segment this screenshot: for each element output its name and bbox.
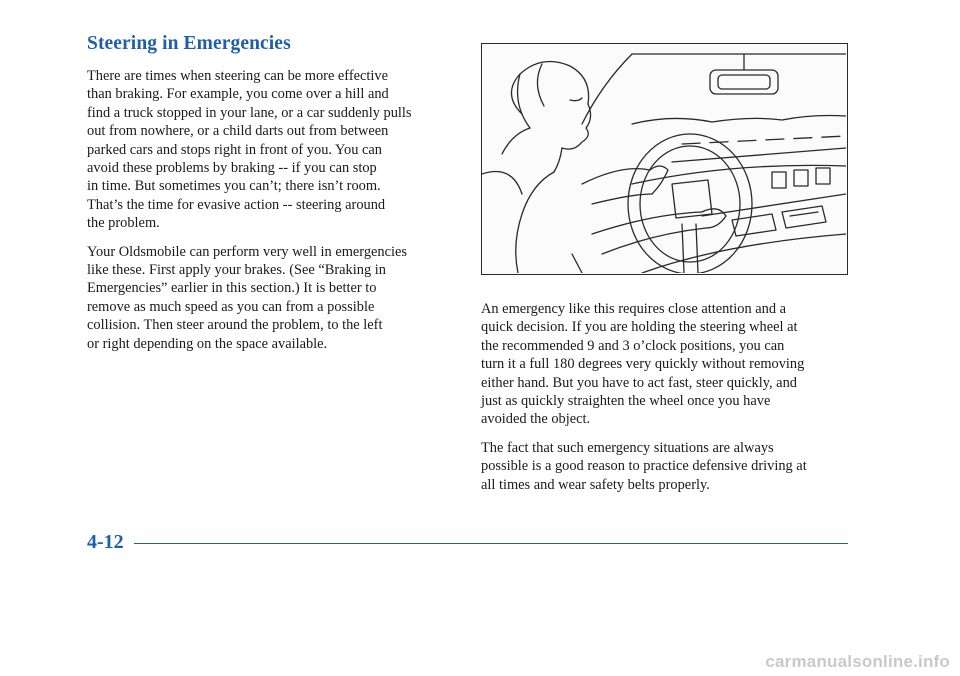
driver-steering-icon <box>482 44 846 273</box>
text-line: or right depending on the space available. <box>87 335 328 352</box>
text-line: remove as much speed as you can from a possible <box>87 298 375 315</box>
text-line: An emergency like this requires close attention and a <box>481 301 787 317</box>
right-paragraph-2 <box>481 439 861 494</box>
text-line: just as quickly straighten the wheel once you have <box>481 393 771 410</box>
text-line: possible is a good reason to practice defensive driving at <box>481 458 807 475</box>
text-line: like these. First apply your brakes. (See “Braking in <box>87 262 386 279</box>
text-line: avoid these problems by braking -- if you can stop <box>87 160 377 177</box>
text-line: parked cars and stops right in front of you. You can <box>87 141 382 158</box>
text-line: Your Oldsmobile can perform very well in emergencies <box>87 243 407 260</box>
text-line: the problem. <box>87 215 160 232</box>
text-line: collision. Then steer around the problem, to the left <box>87 317 383 334</box>
text-line: all times and wear safety belts properly. <box>481 476 710 493</box>
text-line: either hand. But you have to act fast, steer quickly, and <box>481 374 797 391</box>
text-line: the recommended 9 and 3 o’clock positions, you can <box>481 337 785 354</box>
text-line: in time. But sometimes you can’t; there isn’t room. <box>87 178 381 195</box>
text-line: There are times when steering can be more effective <box>87 68 388 84</box>
text-line: than braking. For example, you come over a hill and <box>87 86 389 103</box>
text-line: turn it a full 180 degrees very quickly without removing <box>481 356 805 373</box>
left-paragraph-2 <box>87 243 447 353</box>
text-line: That’s the time for evasive action -- steering around <box>87 196 386 213</box>
text-line: out from nowhere, or a child darts out from between <box>87 123 389 140</box>
left-paragraph-1 <box>87 67 447 233</box>
driver-steering-illustration <box>481 43 848 275</box>
text-line: find a truck stopped in your lane, or a car suddenly pulls <box>87 104 412 121</box>
text-line: The fact that such emergency situations are always <box>481 439 774 456</box>
section-heading: Steering in Emergencies <box>87 33 291 54</box>
text-line: quick decision. If you are holding the steering wheel at <box>481 319 798 336</box>
watermark-text[interactable]: carmanualsonline.info <box>765 652 950 671</box>
text-line: Emergencies” earlier in this section.) It is better to <box>87 280 377 297</box>
right-column <box>481 300 861 504</box>
left-column <box>87 33 447 363</box>
page-number: 4-12 <box>87 531 124 553</box>
text-line: avoided the object. <box>481 411 591 428</box>
right-paragraph-1 <box>481 300 861 429</box>
footer-rule <box>134 543 848 544</box>
